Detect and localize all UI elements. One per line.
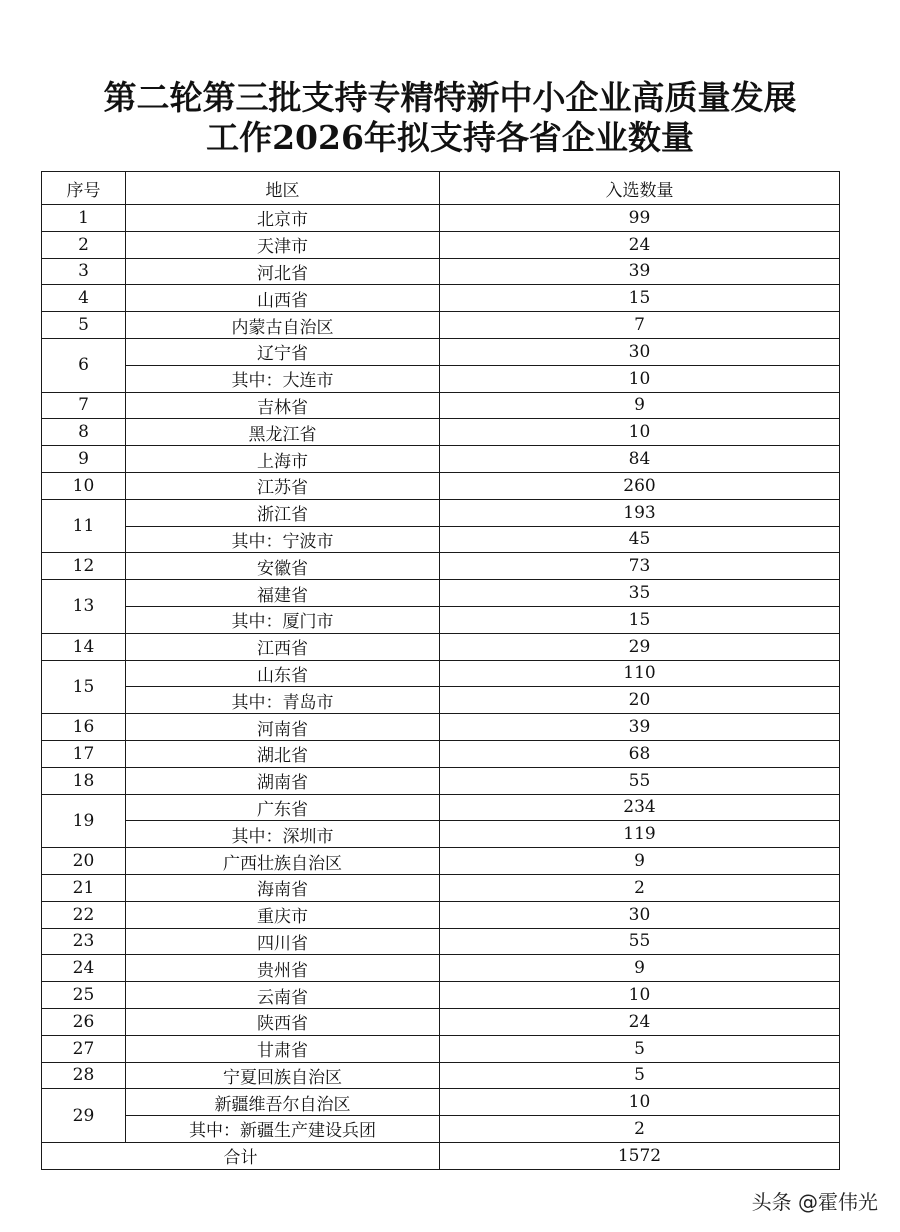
row-region: 河北省 [126, 258, 440, 285]
table-row [42, 526, 840, 553]
table-row [42, 446, 840, 473]
table-row [42, 312, 840, 339]
row-region: 上海市 [126, 446, 440, 473]
table-row [42, 338, 840, 365]
row-seq: 16 [42, 714, 126, 741]
row-region: 宁夏回族自治区 [126, 1062, 440, 1089]
table-row [42, 1089, 840, 1116]
row-seq: 3 [42, 258, 126, 285]
row-count: 2 [440, 874, 840, 901]
table-row [42, 392, 840, 419]
row-seq: 25 [42, 982, 126, 1009]
table-row [42, 714, 840, 741]
table-body [42, 205, 840, 1143]
row-count: 119 [440, 821, 840, 848]
row-count: 99 [440, 205, 840, 232]
row-region: 北京市 [126, 205, 440, 232]
row-region: 河南省 [126, 714, 440, 741]
table-row [42, 1035, 840, 1062]
table-row [42, 660, 840, 687]
row-region: 其中：深圳市 [126, 821, 440, 848]
row-region: 福建省 [126, 580, 440, 607]
row-seq: 17 [42, 740, 126, 767]
row-count: 7 [440, 312, 840, 339]
title-line-2: 工作2026年拟支持各省企业数量 [206, 118, 694, 157]
table-row [42, 419, 840, 446]
row-count: 30 [440, 901, 840, 928]
header-seq: 序号 [42, 172, 126, 205]
row-count: 15 [440, 285, 840, 312]
row-region: 新疆维吾尔自治区 [126, 1089, 440, 1116]
row-count: 10 [440, 982, 840, 1009]
row-count: 24 [440, 231, 840, 258]
table-row [42, 231, 840, 258]
table-row [42, 258, 840, 285]
row-region: 其中：大连市 [126, 365, 440, 392]
row-seq: 1 [42, 205, 126, 232]
table-row [42, 580, 840, 607]
header-region: 地区 [126, 172, 440, 205]
row-count: 84 [440, 446, 840, 473]
row-region: 陕西省 [126, 1008, 440, 1035]
table-row [42, 553, 840, 580]
row-seq: 9 [42, 446, 126, 473]
row-region: 重庆市 [126, 901, 440, 928]
row-region: 浙江省 [126, 499, 440, 526]
row-count: 9 [440, 955, 840, 982]
table-row [42, 767, 840, 794]
row-count: 39 [440, 258, 840, 285]
row-seq: 23 [42, 928, 126, 955]
table-row [42, 1062, 840, 1089]
row-seq: 8 [42, 419, 126, 446]
row-count: 15 [440, 606, 840, 633]
row-region: 其中：青岛市 [126, 687, 440, 714]
allocation-table [41, 171, 840, 1170]
row-region: 江苏省 [126, 472, 440, 499]
row-region: 吉林省 [126, 392, 440, 419]
table-row [42, 955, 840, 982]
row-count: 110 [440, 660, 840, 687]
row-count: 68 [440, 740, 840, 767]
row-region: 广东省 [126, 794, 440, 821]
row-seq: 11 [42, 499, 126, 553]
table-row [42, 472, 840, 499]
row-seq: 10 [42, 472, 126, 499]
row-region: 贵州省 [126, 955, 440, 982]
row-region: 江西省 [126, 633, 440, 660]
row-region: 其中：新疆生产建设兵团 [126, 1116, 440, 1143]
row-seq: 28 [42, 1062, 126, 1089]
row-count: 29 [440, 633, 840, 660]
row-seq: 5 [42, 312, 126, 339]
watermark: 头条 @霍伟光 [751, 1190, 878, 1214]
row-region: 内蒙古自治区 [126, 312, 440, 339]
row-count: 55 [440, 928, 840, 955]
row-seq: 21 [42, 874, 126, 901]
row-count: 9 [440, 392, 840, 419]
row-count: 55 [440, 767, 840, 794]
table-row [42, 687, 840, 714]
row-seq: 4 [42, 285, 126, 312]
table-row [42, 982, 840, 1009]
table-row [42, 928, 840, 955]
row-region: 云南省 [126, 982, 440, 1009]
row-region: 安徽省 [126, 553, 440, 580]
row-seq: 6 [42, 338, 126, 392]
table-row [42, 821, 840, 848]
row-seq: 24 [42, 955, 126, 982]
table-row [42, 499, 840, 526]
table-row [42, 901, 840, 928]
total-value: 1572 [440, 1142, 840, 1169]
title-line-1: 第二轮第三批支持专精特新中小企业高质量发展 [103, 78, 797, 117]
document-title [0, 78, 900, 158]
row-count: 260 [440, 472, 840, 499]
row-region: 山西省 [126, 285, 440, 312]
row-seq: 18 [42, 767, 126, 794]
row-region: 海南省 [126, 874, 440, 901]
row-seq: 20 [42, 848, 126, 875]
row-count: 73 [440, 553, 840, 580]
row-count: 9 [440, 848, 840, 875]
total-row [42, 1142, 840, 1169]
row-region: 广西壮族自治区 [126, 848, 440, 875]
row-region: 天津市 [126, 231, 440, 258]
table-row [42, 205, 840, 232]
table-row [42, 285, 840, 312]
row-count: 45 [440, 526, 840, 553]
row-count: 20 [440, 687, 840, 714]
row-count: 35 [440, 580, 840, 607]
header-count: 入选数量 [440, 172, 840, 205]
row-region: 辽宁省 [126, 338, 440, 365]
row-region: 黑龙江省 [126, 419, 440, 446]
row-seq: 26 [42, 1008, 126, 1035]
table-row [42, 1116, 840, 1143]
row-seq: 22 [42, 901, 126, 928]
row-count: 10 [440, 365, 840, 392]
row-region: 湖北省 [126, 740, 440, 767]
row-region: 其中：厦门市 [126, 606, 440, 633]
row-seq: 13 [42, 580, 126, 634]
row-seq: 27 [42, 1035, 126, 1062]
row-seq: 14 [42, 633, 126, 660]
table-row [42, 794, 840, 821]
row-count: 10 [440, 1089, 840, 1116]
table-row [42, 633, 840, 660]
row-region: 其中：宁波市 [126, 526, 440, 553]
table-row [42, 1008, 840, 1035]
row-count: 5 [440, 1062, 840, 1089]
row-seq: 2 [42, 231, 126, 258]
row-seq: 12 [42, 553, 126, 580]
row-region: 四川省 [126, 928, 440, 955]
table-row [42, 365, 840, 392]
row-count: 193 [440, 499, 840, 526]
table-row [42, 848, 840, 875]
table-row [42, 874, 840, 901]
row-seq: 19 [42, 794, 126, 848]
row-count: 2 [440, 1116, 840, 1143]
row-region: 山东省 [126, 660, 440, 687]
row-count: 5 [440, 1035, 840, 1062]
row-count: 24 [440, 1008, 840, 1035]
total-label: 合计 [42, 1142, 440, 1169]
table-row [42, 740, 840, 767]
row-seq: 7 [42, 392, 126, 419]
table-row [42, 606, 840, 633]
row-seq: 15 [42, 660, 126, 714]
row-region: 湖南省 [126, 767, 440, 794]
row-count: 10 [440, 419, 840, 446]
row-region: 甘肃省 [126, 1035, 440, 1062]
row-count: 39 [440, 714, 840, 741]
row-count: 30 [440, 338, 840, 365]
row-count: 234 [440, 794, 840, 821]
table-header-row [42, 172, 840, 205]
row-seq: 29 [42, 1089, 126, 1143]
